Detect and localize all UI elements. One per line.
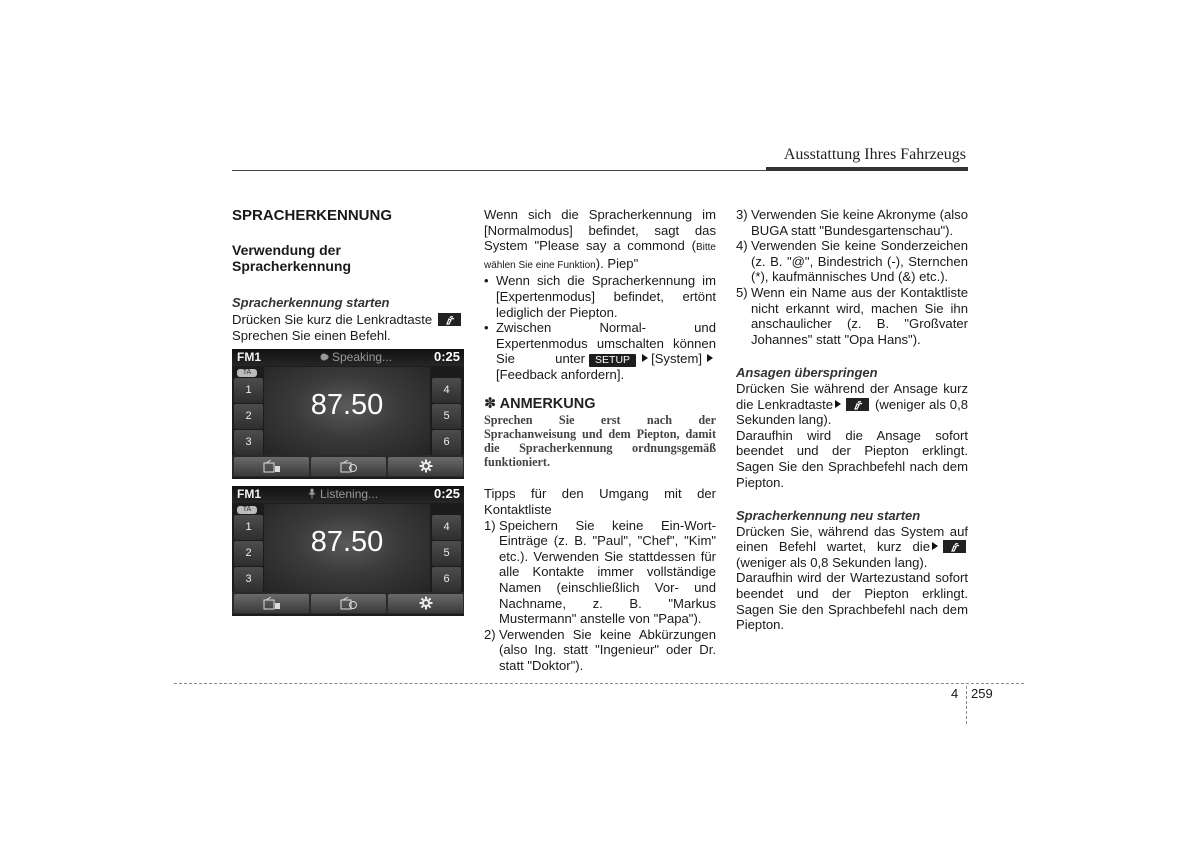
radio-list-icon (263, 460, 281, 473)
tip-number: 2) (484, 626, 496, 642)
settings-button[interactable] (388, 457, 463, 476)
radio-scan-icon (340, 460, 358, 473)
clock: 0:25 (433, 486, 460, 501)
bullet-switch-mode (484, 320, 716, 383)
ta-badge[interactable]: TA (237, 369, 257, 377)
start-instructions (232, 312, 468, 343)
preset-4[interactable]: 4 (432, 515, 461, 540)
status-label (308, 487, 378, 501)
intro-text-end: ). Piep" (595, 255, 639, 271)
radio-list-icon (263, 597, 281, 610)
intro-small-text: Bitte wählen Sie eine Funktion (484, 242, 716, 271)
radio-list-button[interactable] (234, 594, 309, 613)
radio-screen-speaking (232, 349, 464, 479)
subsection-skip: Ansagen überspringen (736, 365, 878, 381)
tip-text: Speichern Sie keine Ein-Wort-Einträge (z. B. "Paul", "Chef", "Kim" etc.). Verwenden Sie stattdessen für alle Kontakte immer vollständige Namen (einschließlich Vor- und Nachname, z. B. "Markus Mustermann" anstelle von "Papa"). (499, 517, 716, 627)
frequency-display: 87.50 (310, 389, 384, 421)
tip-text: Wenn ein Name aus der Kontaktliste nicht erkannt wird, machen Sie ihn anschaulicher (z. B. "Großvater Johannes" statt "Opa Hans"). (751, 284, 968, 347)
header-rule (232, 170, 766, 171)
microphone-icon (308, 488, 316, 499)
screen-topbar (232, 486, 464, 503)
tip-item-4 (736, 238, 968, 285)
intro-paragraph (484, 207, 716, 273)
tip-text: Verwenden Sie keine Akronyme (also BUGA statt "Bundesgartenschau"). (751, 207, 968, 238)
skip-result: Daraufhin wird die Ansage sofort beendet und der Piepton erklingt. Sagen Sie den Sprachbefehl nach dem Piepton. (736, 427, 968, 490)
preset-1[interactable]: 1 (234, 378, 263, 403)
arrow-right-icon (932, 542, 938, 550)
header-rule-accent (766, 167, 968, 171)
note-title: ✽ ANMERKUNG (484, 395, 596, 412)
subheading (232, 242, 351, 274)
tips-intro: Tipps für den Umgang mit der Kontaktliste (484, 486, 716, 517)
restart-text: Drücken Sie, während das System auf einen Befehl wartet, kurz die (736, 523, 968, 555)
tip-item-5 (736, 285, 968, 347)
voice-button-icon (943, 540, 966, 553)
subsection-start: Spracherkennung starten (232, 295, 390, 310)
preset-5[interactable]: 5 (432, 404, 461, 429)
page-number: 259 (971, 686, 993, 701)
radio-scan-icon (340, 597, 358, 610)
arrow-right-icon (642, 354, 648, 362)
note-body: Sprechen Sie erst nach der Sprachanweisung und dem Piepton, damit die Spracherkennung ordnungsgemäß funktioniert. (484, 412, 716, 470)
tip-item-3 (736, 207, 968, 238)
start-text-2: Sprechen Sie einen Befehl. (232, 327, 391, 343)
footer-rule (174, 683, 1024, 684)
status-text: Listening... (320, 487, 379, 501)
setup-key-icon: SETUP (589, 354, 636, 367)
status-label (320, 350, 392, 364)
preset-1[interactable]: 1 (234, 515, 263, 540)
preset-4[interactable]: 4 (432, 378, 461, 403)
preset-5[interactable]: 5 (432, 541, 461, 566)
tip-number: 4) (736, 238, 748, 254)
preset-6[interactable]: 6 (432, 567, 461, 592)
preset-3[interactable]: 3 (234, 430, 263, 455)
tip-item-1 (484, 518, 716, 627)
restart-text-2: (weniger als 0,8 Sekunden lang). (736, 554, 928, 570)
speaker-icon (320, 352, 330, 362)
tip-item-2 (484, 627, 716, 674)
section-number: 4 (951, 686, 959, 701)
preset-6[interactable]: 6 (432, 430, 461, 455)
screen-topbar (232, 349, 464, 366)
column-3 (736, 207, 968, 633)
radio-screen-listening (232, 486, 464, 616)
radio-scan-button[interactable] (311, 457, 386, 476)
tip-number: 5) (736, 284, 748, 300)
arrow-right-icon (835, 400, 841, 408)
skip-paragraph (736, 381, 968, 428)
band-label: FM1 (237, 350, 261, 364)
band-label: FM1 (237, 487, 261, 501)
preset-3[interactable]: 3 (234, 567, 263, 592)
running-header: Ausstattung Ihres Fahrzeugs (783, 146, 966, 163)
restart-paragraph (736, 524, 968, 571)
preset-2[interactable]: 2 (234, 541, 263, 566)
tip-text: Verwenden Sie keine Abkürzungen (also Ing. statt "Ingenieur" oder Dr. statt "Doktor"). (499, 626, 716, 673)
bullet-expert-mode: • Wenn sich die Spracherkennung im [Expertenmodus] befindet, ertönt lediglich der Piepton. (484, 273, 716, 320)
subheading-line-2: Spracherkennung (232, 258, 352, 274)
skip-text: Drücken Sie während der Ansage kurz die Lenkradtaste (736, 380, 968, 412)
footer-divider (966, 686, 967, 724)
column-2 (484, 207, 716, 673)
radio-list-button[interactable] (234, 457, 309, 476)
tip-number: 3) (736, 207, 748, 222)
ta-badge[interactable]: TA (237, 506, 257, 514)
tip-number: 1) (484, 517, 496, 533)
system-menu-text: [System] (651, 351, 702, 367)
section-heading: SPRACHERKENNUNG (232, 207, 393, 224)
voice-button-icon (846, 398, 869, 411)
intro-text: Wenn sich die Spracherkennung im [Normalmodus] befindet, sagt das System "Please say a commond ( (484, 207, 716, 254)
restart-result: Daraufhin wird der Wartezustand sofort beendet und der Piepton erklingt. Sagen Sie den Sprachbefehl nach dem Piepton. (736, 570, 968, 633)
preset-2[interactable]: 2 (234, 404, 263, 429)
switch-text: Zwischen Normal- und Expertenmodus umschalten können Sie unter (496, 320, 716, 367)
frequency-display: 87.50 (310, 526, 384, 558)
settings-button[interactable] (388, 594, 463, 613)
feedback-menu-text: [Feedback anfordern]. (496, 367, 625, 383)
skip-text-2: (weniger als 0,8 Sekunden lang). (736, 396, 968, 428)
clock: 0:25 (433, 349, 460, 364)
subheading-line-1: Verwendung der (232, 242, 341, 258)
start-text: Drücken Sie kurz die Lenkradtaste (232, 312, 433, 327)
gear-icon (419, 459, 433, 473)
voice-button-icon (438, 313, 461, 326)
arrow-right-icon (707, 354, 713, 362)
radio-scan-button[interactable] (311, 594, 386, 613)
status-text: Speaking... (332, 350, 393, 364)
subsection-restart: Spracherkennung neu starten (736, 508, 921, 524)
tip-text: Verwenden Sie keine Sonderzeichen (z. B. "@", Bindestrich (-), Sternchen (*), kaufmännisches Und (&) etc.). (751, 238, 968, 285)
gear-icon (419, 596, 433, 610)
